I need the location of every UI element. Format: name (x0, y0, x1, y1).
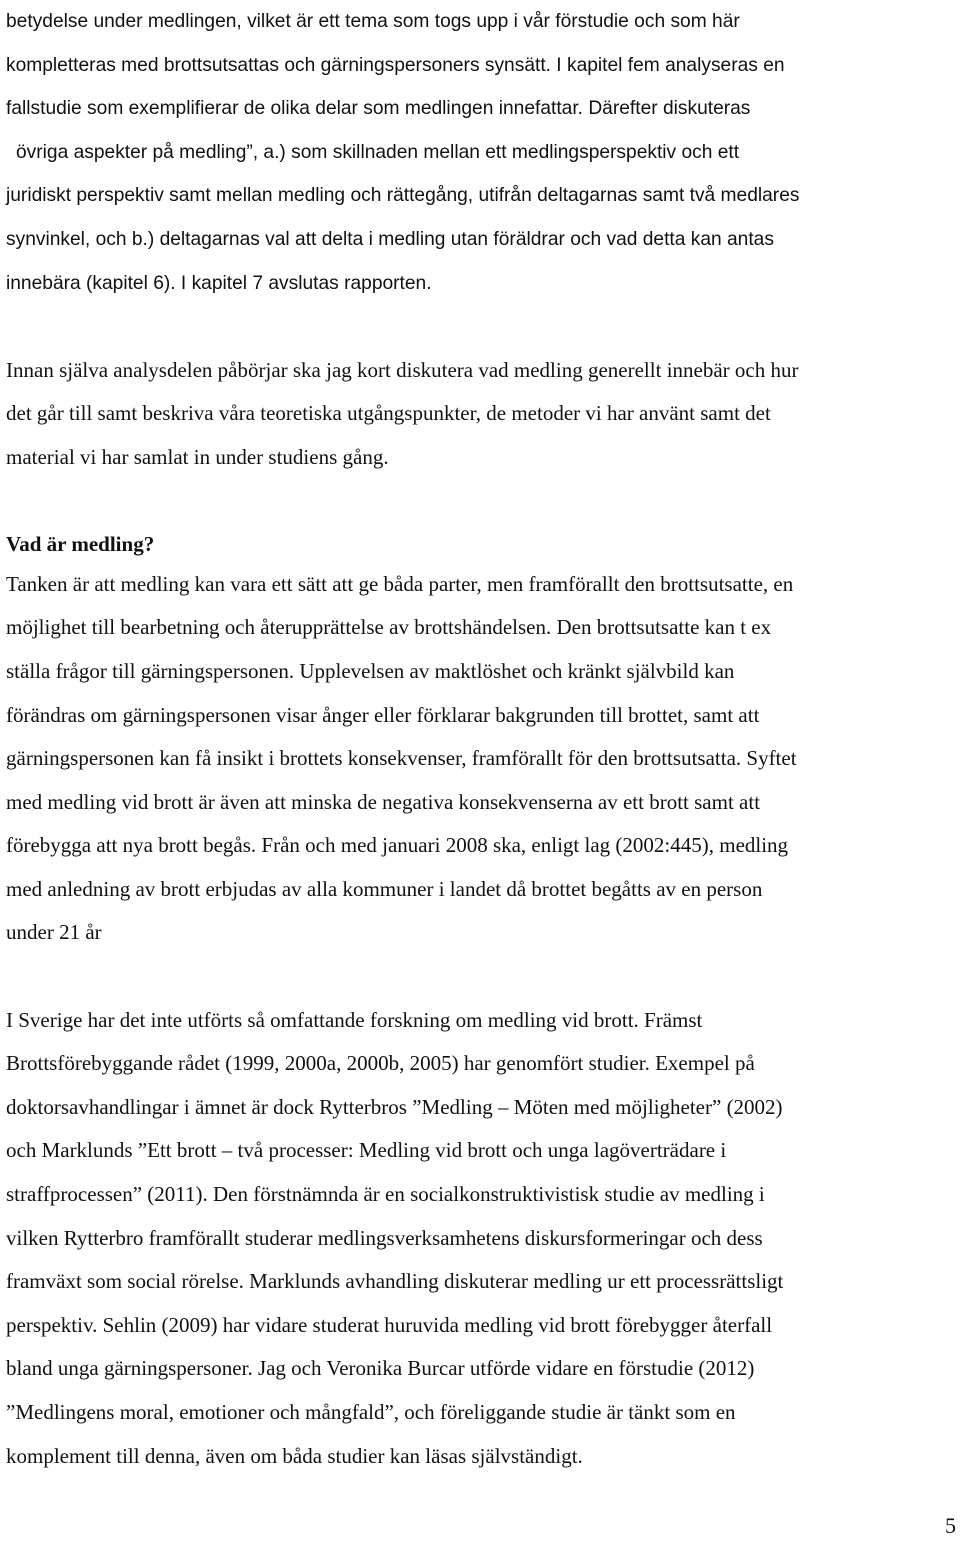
paragraph-spacer (6, 305, 956, 349)
document-page (6, 0, 956, 1478)
text-line: gärningspersonen kan få insikt i brottets konsekvenser, framförallt för den brottsutsatta. Syftet (6, 746, 797, 771)
text-line: juridiskt perspektiv samt mellan medling och rättegång, utifrån deltagarnas samt två medlares (6, 185, 800, 207)
paragraph-spacer (6, 480, 956, 524)
section-heading: Vad är medling? (6, 532, 155, 557)
text-line: komplement till denna, även om båda studier kan läsas självständigt. (6, 1443, 583, 1468)
paragraph-spacer (6, 955, 956, 999)
intro-paragraph (6, 0, 956, 305)
text-line: ”Medlingens moral, emotioner och mångfald”, och föreliggande studie är tänkt som en (6, 1400, 736, 1424)
page-number: 5 (945, 1513, 956, 1538)
text-line: bland unga gärningspersoner. Jag och Veronika Burcar utförde vidare en förstudie (2012) (6, 1356, 755, 1381)
research-paragraph (6, 999, 956, 1479)
text-line: övriga aspekter på medling”, a.) som skillnaden mellan ett medlingsperspektiv och ett (16, 141, 740, 163)
text-line: förändras om gärningspersonen visar ånger eller förklarar bakgrunden till brottet, samt att (6, 702, 760, 727)
text-line: kompletteras med brottsutsattas och gärningspersoners synsätt. I kapitel fem analyseras en (6, 54, 785, 76)
text-line: I Sverige har det inte utförts så omfattande forskning om medling vid brott. Främst (6, 1007, 703, 1032)
text-line: det går till samt beskriva våra teoretiska utgångspunkter, de metoder vi har använt samt det (6, 401, 771, 426)
text-line: synvinkel, och b.) deltagarnas val att delta i medling utan föräldrar och vad detta kan antas (6, 228, 774, 250)
text-line: förebygga att nya brott begås. Från och med januari 2008 ska, enligt lag (2002:445), medling (6, 833, 789, 858)
text-line: perspektiv. Sehlin (2009) har vidare studerat huruvida medling vid brott förebygger återfall (6, 1312, 773, 1337)
medling-paragraph (6, 563, 956, 955)
text-line: doktorsavhandlingar i ämnet är dock Rytterbros ”Medling – Möten med möjligheter” (2002) (6, 1094, 783, 1119)
text-line: innebära (kapitel 6). I kapitel 7 avslutas rapporten. (6, 272, 432, 294)
text-line: ställa frågor till gärningspersonen. Upplevelsen av maktlöshet och kränkt självbild kan (6, 658, 735, 683)
text-line: och Marklunds ”Ett brott – två processer: Medling vid brott och unga lagöverträdare i (6, 1138, 727, 1163)
text-line: vilken Rytterbro framförallt studerar medlingsverksamhetens diskursformeringar och dess (6, 1225, 763, 1250)
text-line: med medling vid brott är även att minska de negativa konsekvenserna av ett brott samt att (6, 789, 761, 814)
text-line: framväxt som social rörelse. Marklunds avhandling diskuterar medling ur ett processrättsligt (6, 1269, 784, 1294)
text-line: straffprocessen” (2011). Den förstnämnda är en socialkonstruktivistisk studie av medling i (6, 1182, 765, 1207)
text-line: med anledning av brott erbjudas av alla kommuner i landet då brottet begåtts av en person (6, 876, 763, 901)
text-line: Brottsförebyggande rådet (1999, 2000a, 2000b, 2005) har genomfört studier. Exempel på (6, 1051, 755, 1076)
method-paragraph (6, 349, 956, 480)
text-line: möjlighet till bearbetning och återupprättelse av brottshändelsen. Den brottsutsatte kan t ex (6, 615, 772, 640)
text-line: Innan själva analysdelen påbörjar ska jag kort diskutera vad medling generellt innebär och hur (6, 357, 799, 382)
text-line: betydelse under medlingen, vilket är ett tema som togs upp i vår förstudie och som här (6, 11, 740, 32)
text-line: fallstudie som exemplifierar de olika delar som medlingen innefattar. Därefter diskuteras (6, 98, 751, 120)
text-line: under 21 år (6, 920, 102, 945)
text-line: Tanken är att medling kan vara ett sätt att ge båda parter, men framförallt den brottsutsatte, en (6, 571, 794, 596)
text-line: material vi har samlat in under studiens gång. (6, 444, 389, 469)
